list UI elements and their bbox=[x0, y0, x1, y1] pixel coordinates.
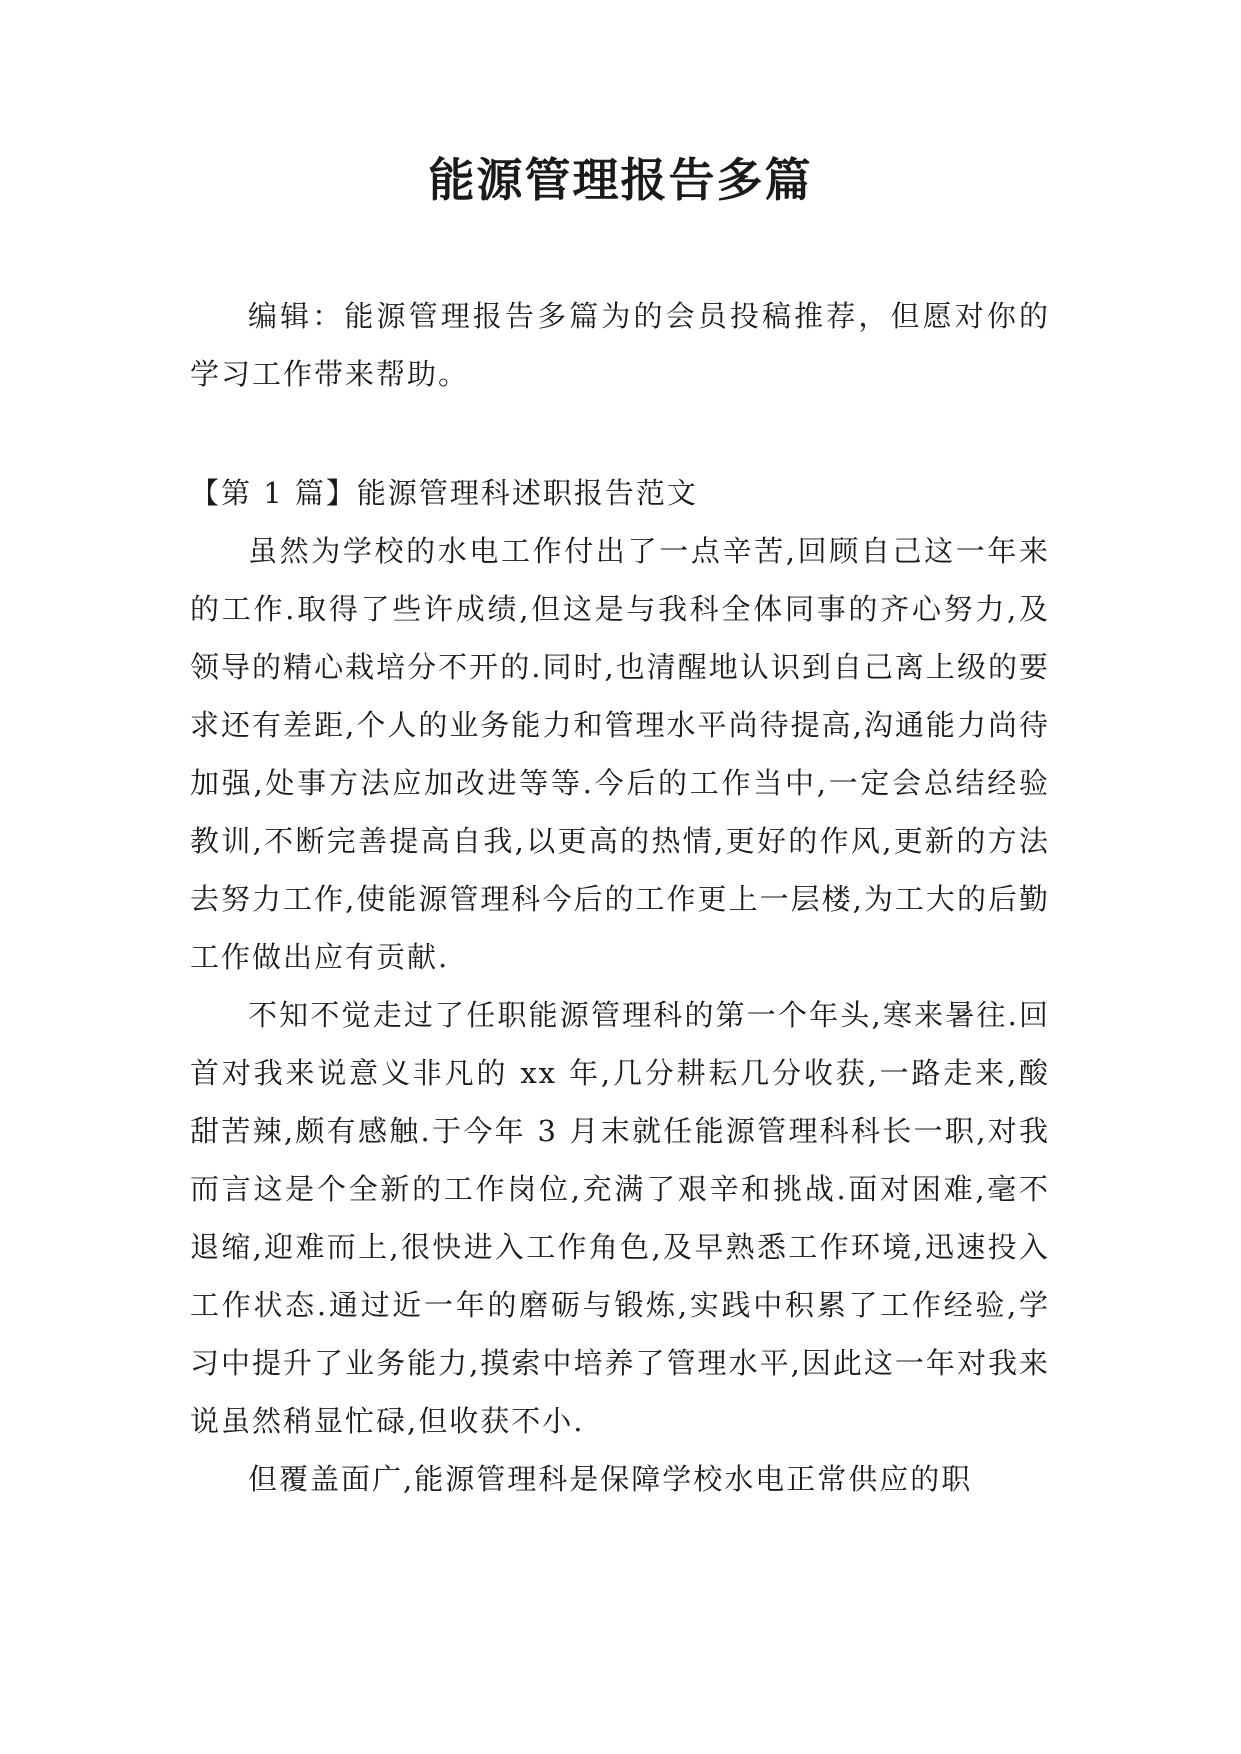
intro-paragraph: 编辑：能源管理报告多篇为的会员投稿推荐，但愿对你的学习工作带来帮助。 bbox=[190, 299, 1050, 391]
article-body bbox=[190, 464, 1050, 1508]
document-title: 能源管理报告多篇 bbox=[428, 153, 813, 207]
body-paragraph-3: 但覆盖面广,能源管理科是保障学校水电正常供应的职 bbox=[248, 1462, 973, 1496]
body-paragraph-2: 不知不觉走过了任职能源管理科的第一个年头,寒来暑往.回首对我来说意义非凡的 xx 年,几分耕耘几分收获,一路走来,酸甜苦辣,颇有感触.于今年 3 月末就任能源管理科科长一职,对我而言这是个全新的工作岗位,充满了艰辛和挑战.面对困难,毫不退缩,迎难而上,很快进入工作角色,及早熟悉工作环境,迅速投入工作状态.通过近一年的磨砺与锻炼,实践中积累了工作经验,学习中提升了业务能力,摸索中培养了管理水平,因此这一年对我来说虽然稍显忙碌,但收获不小. bbox=[190, 998, 1050, 1438]
intro-block bbox=[190, 287, 1050, 403]
section-heading: 【第 1 篇】能源管理科述职报告范文 bbox=[190, 476, 698, 510]
body-paragraph-1: 虽然为学校的水电工作付出了一点辛苦,回顾自己这一年来的工作.取得了些许成绩,但这是与我科全体同事的齐心努力,及领导的精心栽培分不开的.同时,也清醒地认识到自己离上级的要求还有差距,个人的业务能力和管理水平尚待提高,沟通能力尚待加强,处事方法应加改进等等.今后的工作当中,一定会总结经验教训,不断完善提高自我,以更高的热情,更好的作风,更新的方法去努力工作,使能源管理科今后的工作更上一层楼,为工大的后勤工作做出应有贡献. bbox=[190, 534, 1050, 974]
